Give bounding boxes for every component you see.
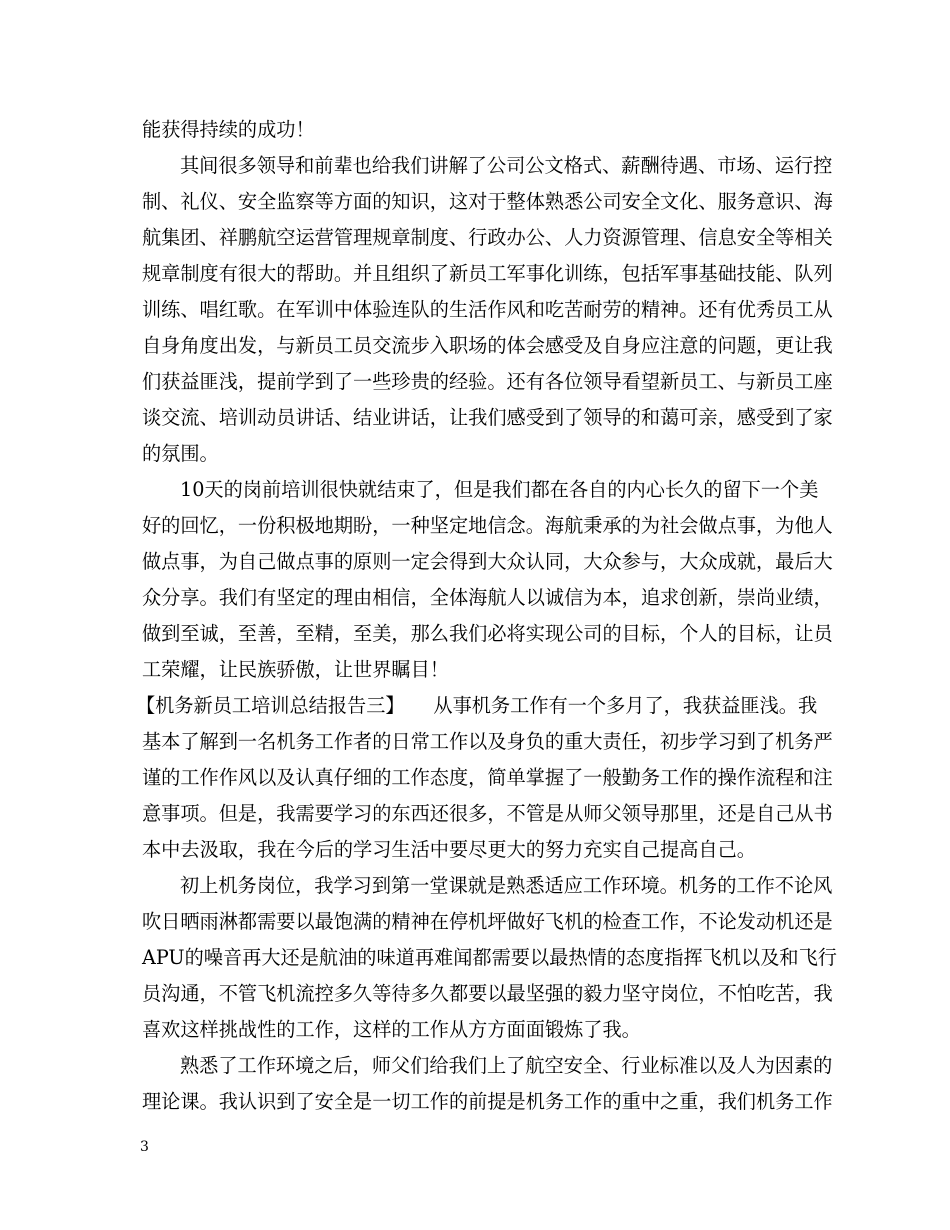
text-line: 做点事，为自己做点事的原则一定会得到大众认同，大众参与，大众成就，最后大 [142,550,833,573]
text-line: 喜欢这样挑战性的工作，这样的工作从方方面面锻炼了我。 [142,1018,641,1041]
text-line: 员沟通，不管飞机流控多久等待多久都要以最坚强的毅力坚守岗位，不怕吃苦，我 [142,982,833,1005]
text-line: 10天的岗前培训很快就结束了，但是我们都在各自的内心长久的留下一个美 [180,478,819,501]
text-line: 熟悉了工作环境之后，师父们给我们上了航空安全、行业标准以及人为因素的 [180,1054,833,1077]
text-line: 其间很多领导和前辈也给我们讲解了公司公文格式、薪酬待遇、市场、运行控 [180,154,833,177]
text-line: 能获得持续的成功！ [142,118,315,141]
text-line: 吹日晒雨淋都需要以最饱满的精神在停机坪做好飞机的检查工作，不论发动机还是 [142,910,833,933]
page-number: 3 [140,1139,149,1155]
text-line: 制、礼仪、安全监察等方面的知识，这对于整体熟悉公司安全文化、服务意识、海 [142,190,833,213]
text-line: 训练、唱红歌。在军训中体验连队的生活作风和吃苦耐劳的精神。还有优秀员工从 [142,298,833,321]
text-line: 意事项。但是，我需要学习的东西还很多，不管是从师父领导那里，还是自己从书 [142,802,833,825]
text-line: 本中去汲取，我在今后的学习生活中要尽更大的努力充实自己提高自己。 [142,838,756,861]
text-line: 们获益匪浅，提前学到了一些珍贵的经验。还有各位领导看望新员工、与新员工座 [142,370,833,393]
text-line: 工荣耀，让民族骄傲，让世界瞩目！ [142,658,449,681]
text-line: 自身角度出发，与新员工员交流步入职场的体会感受及自身应注意的问题，更让我 [142,334,833,357]
text-line: 的氛围。 [142,442,219,465]
text-line: 理论课。我认识到了安全是一切工作的前提是机务工作的重中之重，我们机务工作 [142,1090,833,1113]
text-line: 规章制度有很大的帮助。并且组织了新员工军事化训练，包括军事基础技能、队列 [142,262,833,285]
text-line: 谨的工作作风以及认真仔细的工作态度，简单掌握了一般勤务工作的操作流程和注 [142,766,833,789]
text-line: 众分享。我们有坚定的理由相信，全体海航人以诚信为本，追求创新，崇尚业绩， [142,586,833,609]
text-line: 做到至诚，至善，至精，至美，那么我们必将实现公司的目标，个人的目标，让员 [142,622,833,645]
text-line: 航集团、祥鹏航空运营管理规章制度、行政办公、人力资源管理、信息安全等相关 [142,226,833,249]
text-line: APU的噪音再大还是航油的味道再难闻都需要以最热情的态度指挥飞机以及和飞行 [142,946,837,969]
text-line: 初上机务岗位，我学习到第一堂课就是熟悉适应工作环境。机务的工作不论风 [180,874,833,897]
text-line: 谈交流、培训动员讲话、结业讲话，让我们感受到了领导的和蔼可亲，感受到了家 [142,406,833,429]
section-heading-line: 【机务新员工培训总结报告三】 从事机务工作有一个多月了，我获益匪浅。我 [136,694,818,717]
text-line: 好的回忆，一份积极地期盼，一种坚定地信念。海航秉承的为社会做点事，为他人 [142,514,833,537]
text-line: 基本了解到一名机务工作者的日常工作以及身负的重大责任，初步学习到了机务严 [142,730,833,753]
